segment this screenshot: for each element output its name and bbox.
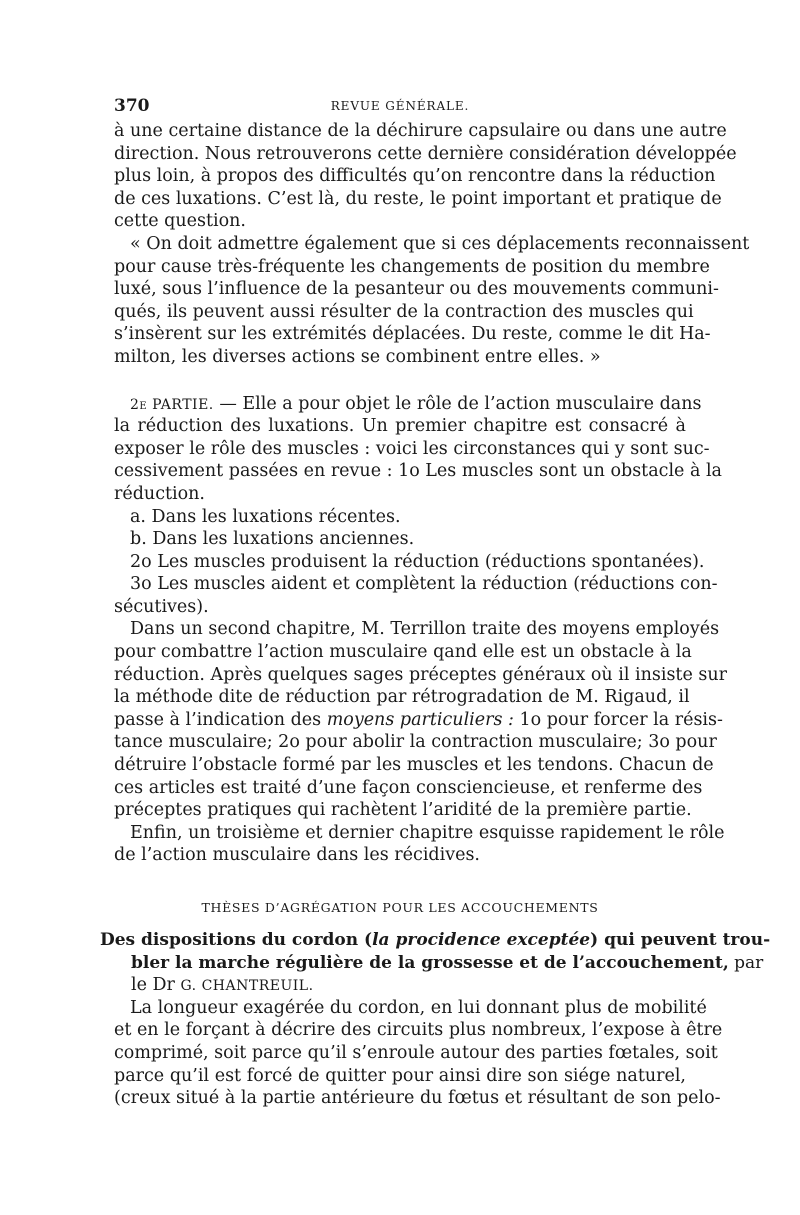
text-line: réduction. <box>114 483 205 504</box>
page <box>100 96 771 1110</box>
text-line: cessivement passées en revue : 1o Les muscles sont un obstacle à la <box>114 461 722 482</box>
text-line: pour cause très-fréquente les changements de position du membre <box>114 256 710 277</box>
author-prefix: le Dr <box>131 975 175 996</box>
text-line: Dans un second chapitre, M. Terrillon traite des moyens employés <box>130 619 720 640</box>
text-span: — Elle a pour objet le rôle de l’action musculaire dans <box>213 393 702 414</box>
text-line: réduction. Après quelques sages préceptes généraux où il insiste sur <box>114 664 728 685</box>
article-title-line <box>100 929 771 952</box>
text-line: La longueur exagérée du cordon, en lui donnant plus de mobilité <box>130 997 707 1018</box>
paragraph-2-quote <box>114 233 750 369</box>
text-line: de ces luxations. C’est là, du reste, le point important et pratique de <box>114 188 722 209</box>
spacer <box>114 867 686 891</box>
emphasis: la procidence exceptée <box>372 930 591 950</box>
part-label: 2e PARTIE. <box>130 396 214 413</box>
text-line: comprimé, soit parce qu’il s’enroule autour des parties fœtales, soit <box>114 1042 718 1063</box>
text-line: la réduction des luxations. Un premier chapitre est consacré à <box>114 416 686 437</box>
paragraph-5 <box>114 822 725 867</box>
text-line: la méthode dite de réduction par rétrogradation de M. Rigaud, il <box>114 687 690 708</box>
spacer <box>114 919 686 929</box>
author-line <box>114 974 686 997</box>
paragraph-3 <box>114 393 722 619</box>
list-item: 3o Les muscles aident et complètent la réduction (réductions con- <box>130 574 718 595</box>
text-line: milton, les diverses actions se combinent entre elles. » <box>114 346 601 367</box>
article-title-line <box>114 952 764 975</box>
page-number: 370 <box>114 96 150 116</box>
text-line: pour combattre l’action musculaire qand elle est un obstacle à la <box>114 642 692 663</box>
text-line <box>114 393 702 416</box>
text-line: plus loin, à propos des difficultés qu’on rencontre dans la réduction <box>114 166 716 187</box>
text-line: exposer le rôle des muscles : voici les circonstances qui y sont suc- <box>114 438 710 459</box>
text-line: « On doit admettre également que si ces déplacements reconnaissent <box>130 233 750 254</box>
text-span: ) qui peuvent trou- <box>590 930 771 950</box>
text-span: bler la marche régulière de la grossesse et de l’accouchement, <box>131 952 729 973</box>
list-item: 2o Les muscles produisent la réduction (réductions spontanées). <box>130 551 705 572</box>
text-line: (creux situé à la partie antérieure du fœtus et résultant de son pelo- <box>114 1088 721 1109</box>
paragraph-4 <box>114 618 728 821</box>
text-line: préceptes pratiques qui rachètent l’aridité de la première partie. <box>114 800 692 821</box>
text-line: à une certaine distance de la déchirure capsulaire ou dans une autre <box>114 121 727 141</box>
text-span: passe à l’indication des <box>114 709 327 730</box>
text-line: détruire l’obstacle formé par les muscles et les tendons. Chacun de <box>114 755 714 776</box>
text-line: parce qu’il est forcé de quitter pour ainsi dire son siége naturel, <box>114 1065 686 1086</box>
text-line: sécutives). <box>114 596 209 617</box>
text-span: par <box>728 952 764 973</box>
text-span: Des dispositions du cordon ( <box>100 930 373 950</box>
list-item: a. Dans les luxations récentes. <box>130 506 401 527</box>
page-header <box>114 96 686 120</box>
text-line: qués, ils peuvent aussi résulter de la contraction des muscles qui <box>114 301 694 322</box>
text-line: direction. Nous retrouverons cette dernière considération développée <box>114 143 737 164</box>
text-line: tance musculaire; 2o pour abolir la contraction musculaire; 3o pour <box>114 732 717 753</box>
text-line: ces articles est traité d’une façon consciencieuse, et renferme des <box>114 777 703 798</box>
emphasis: moyens particuliers : <box>326 709 514 730</box>
text-line: de l’action musculaire dans les récidives. <box>114 845 480 866</box>
article-title <box>100 929 771 997</box>
article-text <box>114 997 723 1110</box>
spacer <box>114 369 686 393</box>
text-line: Enfin, un troisième et dernier chapitre esquisse rapidement le rôle <box>130 822 725 843</box>
text-line: luxé, sous l’influence de la pesanteur ou des mouvements communi- <box>114 279 719 300</box>
list-item: b. Dans les luxations anciennes. <box>130 529 415 550</box>
text-line <box>114 709 723 732</box>
text-line: cette question. <box>114 211 246 232</box>
text-line: et en le forçant à décrire des circuits plus nombreux, l’expose à être <box>114 1020 723 1041</box>
running-title: REVUE GÉNÉRALE. <box>330 99 470 113</box>
text-line: s’insèrent sur les extrémités déplacées. Du reste, comme le dit Ha- <box>114 324 711 345</box>
section-heading: THÈSES D’AGRÉGATION POUR LES ACCOUCHEMENTS <box>201 900 599 915</box>
text-span: 1o pour forcer la résis- <box>513 709 723 730</box>
paragraph-1 <box>114 120 737 233</box>
author-name: G. CHANTREUIL. <box>180 978 314 995</box>
